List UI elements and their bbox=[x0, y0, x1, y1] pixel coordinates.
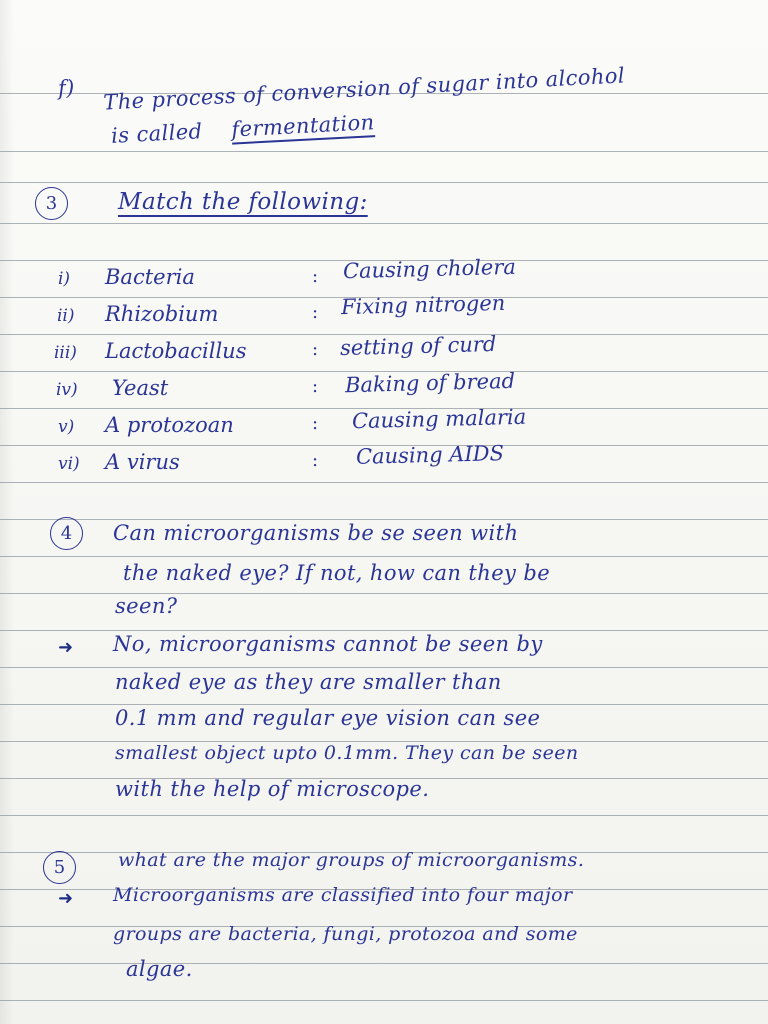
question-f-label: f) bbox=[57, 75, 76, 101]
match-colon: : bbox=[312, 266, 319, 287]
match-right: Causing AIDS bbox=[355, 441, 505, 469]
match-right: Causing cholera bbox=[342, 254, 517, 284]
match-roman: iii) bbox=[54, 343, 77, 363]
ruled-line bbox=[0, 519, 768, 520]
ruled-line bbox=[0, 223, 768, 224]
match-left: A virus bbox=[105, 450, 180, 474]
match-roman: v) bbox=[58, 417, 75, 437]
ruled-line bbox=[0, 704, 768, 705]
question-4-answer-line-3: 0.1 mm and regular eye vision can see bbox=[115, 706, 541, 730]
question-4-line-3: seen? bbox=[115, 594, 178, 618]
question-4-answer-line-2: naked eye as they are smaller than bbox=[115, 670, 502, 694]
match-colon: : bbox=[312, 302, 319, 323]
match-right: Baking of bread bbox=[344, 368, 516, 398]
match-left: Yeast bbox=[112, 376, 169, 400]
ruled-line bbox=[0, 1000, 768, 1001]
match-left: Lactobacillus bbox=[105, 339, 247, 363]
match-colon: : bbox=[312, 450, 319, 471]
question-4-number: 4 bbox=[50, 517, 83, 550]
match-left: A protozoan bbox=[105, 413, 234, 437]
question-5-number: 5 bbox=[43, 851, 76, 884]
answer-arrow-icon: ➜ bbox=[58, 888, 74, 909]
match-roman: i) bbox=[58, 269, 71, 289]
ruled-line bbox=[0, 482, 768, 483]
ruled-line bbox=[0, 630, 768, 631]
match-roman: ii) bbox=[57, 306, 75, 326]
ruled-line bbox=[0, 667, 768, 668]
match-colon: : bbox=[312, 339, 319, 360]
question-4-answer-line-5: with the help of microscope. bbox=[115, 777, 430, 801]
question-5-answer-line-3: algae. bbox=[126, 957, 193, 981]
question-4-answer-line-4: smallest object upto 0.1mm. They can be seen bbox=[115, 742, 579, 764]
match-left: Rhizobium bbox=[105, 302, 219, 326]
question-4-line-2: the naked eye? If not, how can they be bbox=[123, 561, 551, 585]
match-right: Causing malaria bbox=[351, 404, 527, 434]
ruled-line bbox=[0, 556, 768, 557]
question-4-line-1: Can microorganisms be se seen with bbox=[113, 521, 519, 545]
question-3-number: 3 bbox=[35, 187, 68, 220]
question-f-prefix: is called bbox=[110, 119, 204, 148]
question-4-answer-line-1: No, microorganisms cannot be seen by bbox=[113, 632, 543, 656]
question-5-answer-line-2: groups are bacteria, fungi, protozoa and some bbox=[113, 923, 578, 945]
ruled-line bbox=[0, 182, 768, 183]
match-right: setting of curd bbox=[339, 331, 497, 361]
match-roman: iv) bbox=[56, 380, 78, 400]
match-colon: : bbox=[312, 376, 319, 397]
match-left: Bacteria bbox=[105, 265, 195, 289]
fermentation-answer: fermentation bbox=[230, 110, 376, 142]
ruled-line bbox=[0, 815, 768, 816]
ruled-line bbox=[0, 151, 768, 152]
question-5-text: what are the major groups of microorganisms. bbox=[118, 849, 585, 871]
match-right: Fixing nitrogen bbox=[340, 290, 506, 320]
answer-arrow-icon: ➜ bbox=[58, 637, 74, 658]
match-roman: vi) bbox=[58, 454, 80, 474]
match-heading: Match the following: bbox=[118, 189, 368, 215]
question-f-line-1: The process of conversion of sugar into alcohol bbox=[102, 63, 626, 115]
match-colon: : bbox=[312, 413, 319, 434]
ruled-line bbox=[0, 963, 768, 964]
question-5-answer-line-1: Microorganisms are classified into four major bbox=[113, 884, 573, 906]
